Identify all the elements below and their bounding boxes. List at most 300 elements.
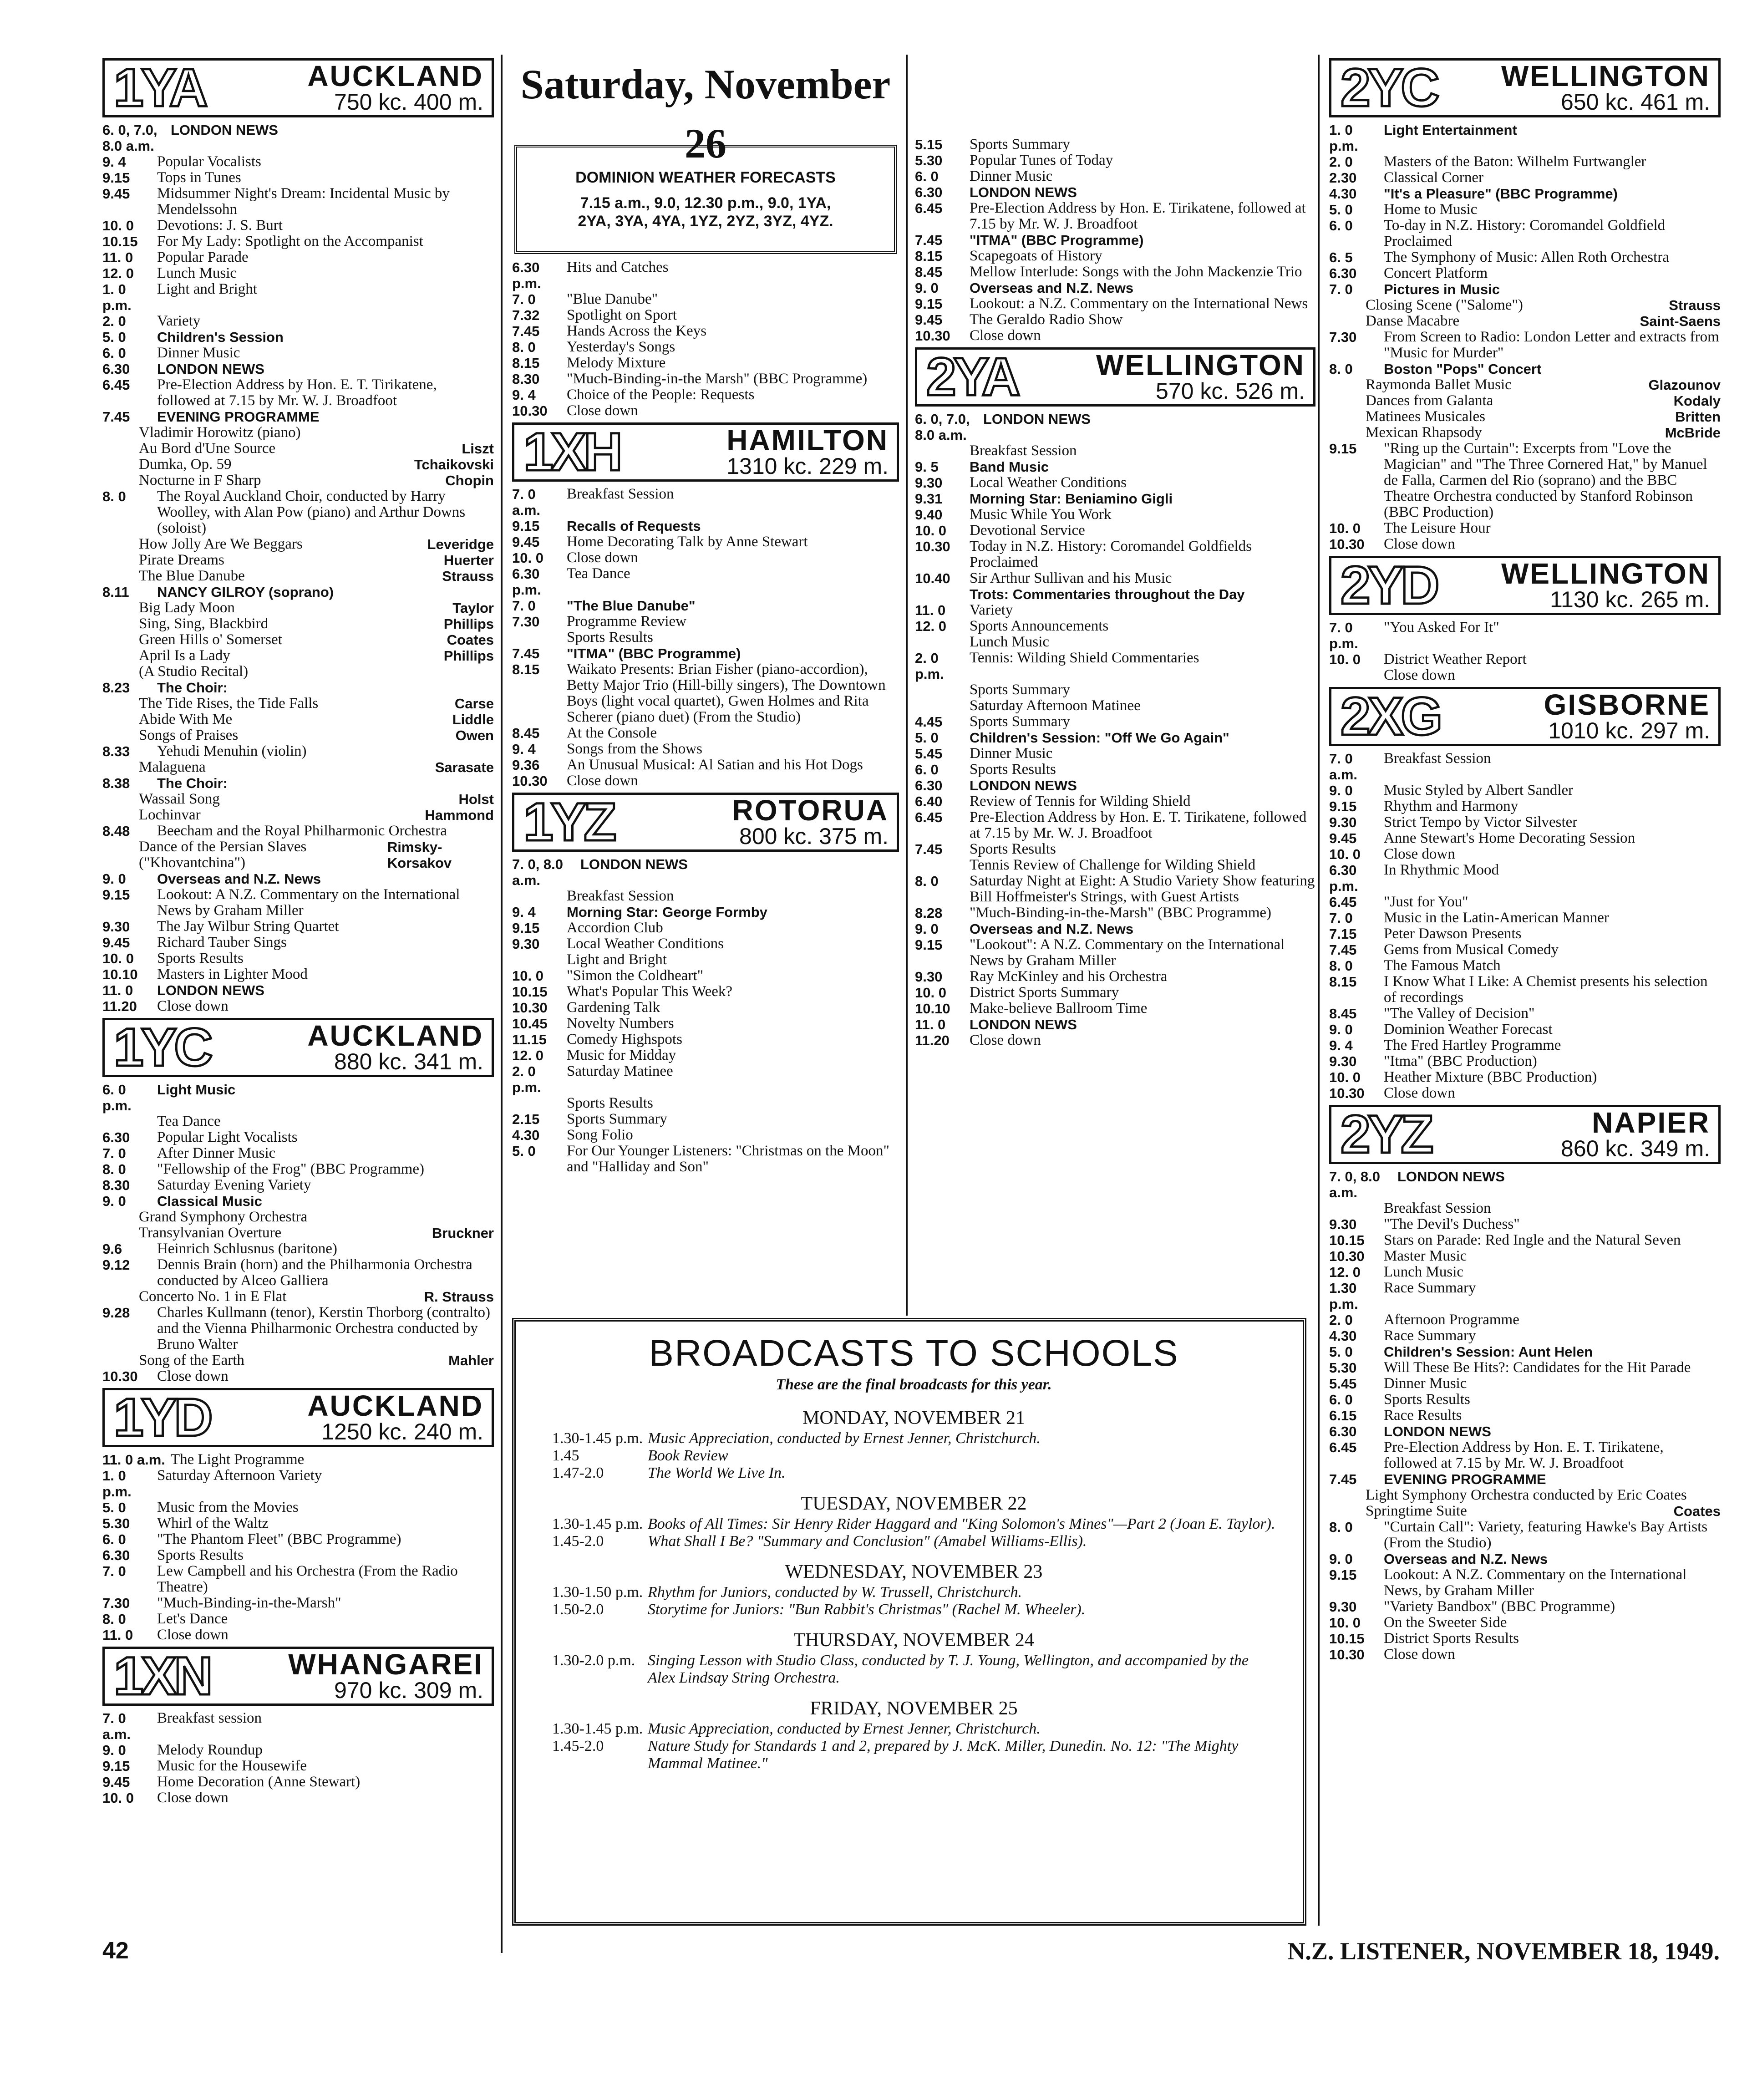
- programme-sub-item: [102, 696, 494, 712]
- programme-time: 12. 0: [1329, 1264, 1361, 1280]
- programme-time: 10.30: [1329, 1647, 1365, 1663]
- programme-title: Midsummer Night's Dream: Incidental Music by Mendelssohn: [157, 185, 450, 218]
- programme-time: 7.30: [512, 614, 540, 630]
- programme-title: Local Weather Conditions: [970, 474, 1127, 491]
- programme-time: [512, 1095, 562, 1111]
- programme-item: [1329, 1232, 1721, 1248]
- programme-title: Trots: Commentaries throughout the Day: [970, 586, 1245, 602]
- programme-time: 8.28: [915, 905, 943, 921]
- programme-item: [512, 518, 899, 534]
- page-number: 42: [102, 1937, 129, 1964]
- programme-item: [1329, 1408, 1721, 1424]
- programme-sub-item: [1329, 425, 1721, 441]
- composer: Phillips: [443, 648, 494, 664]
- broadcasts-to-schools-box: [512, 1318, 1306, 1926]
- programme-item: [512, 291, 899, 307]
- call-sign: 1YC: [114, 1017, 210, 1078]
- programme-item: [915, 168, 1315, 184]
- programme-time: 5.15: [915, 137, 943, 153]
- programme-time: 9. 0: [1329, 1022, 1353, 1037]
- programme-title: Novelty Numbers: [567, 1015, 674, 1032]
- schools-note: These are the final broadcasts for this year.: [776, 1376, 1052, 1393]
- city: WELLINGTON: [1096, 349, 1305, 381]
- programme-title: Music While You Work: [970, 506, 1112, 523]
- programme-time: 6. 0, 7.0, 8.0 a.m.: [915, 411, 970, 443]
- composer: McBride: [1665, 425, 1721, 441]
- piece-title: Sing, Sing, Blackbird: [139, 615, 269, 632]
- programme-item: [102, 1742, 494, 1758]
- programme-1ya-menuhin-items: [102, 759, 494, 775]
- programme-time: 7. 0, 8.0 a.m.: [1329, 1169, 1381, 1200]
- programme-item: [915, 153, 1315, 168]
- programme-title: "Blue Danube": [567, 291, 658, 307]
- programme-time: 5.30: [102, 1515, 130, 1531]
- programme-time: 8.30: [512, 371, 540, 387]
- programme-title: Sports Results: [567, 1095, 653, 1111]
- programme-time: 8. 0: [512, 339, 536, 355]
- programme-title: The Fred Hartley Programme: [1384, 1037, 1561, 1053]
- programme-item: [512, 1095, 899, 1111]
- programme-item: [512, 534, 899, 550]
- programme-time: 6. 5: [1329, 249, 1353, 265]
- programme-title: Overseas and N.Z. News: [970, 280, 1134, 296]
- composer: Mahler: [448, 1353, 494, 1368]
- programme-title: Lookout: A N.Z. Commentary on the International News, by Graham Miller: [1384, 1566, 1687, 1599]
- programme-title: District Sports Summary: [970, 984, 1119, 1001]
- school-day-heading: MONDAY, NOVEMBER 21: [802, 1408, 1025, 1429]
- school-title: Music Appreciation, conducted by Ernest Jenner, Christchurch.: [648, 1430, 1041, 1447]
- programme-time: 2. 0 p.m.: [915, 650, 944, 682]
- programme-title: Race Summary: [1384, 1327, 1476, 1344]
- programme-item: [512, 757, 899, 773]
- programme-title: The Light Programme: [171, 1451, 305, 1468]
- school-title: Music Appreciation, conducted by Ernest Jenner, Christchurch.: [648, 1720, 1041, 1737]
- programme-time: 5. 0: [1329, 1344, 1353, 1360]
- piece-title: Songs of Praises: [139, 727, 239, 743]
- programme-item: [915, 793, 1315, 809]
- programme-title: Music for Midday: [567, 1047, 676, 1063]
- programme-title: Light and Bright: [157, 281, 257, 297]
- programme-title: Close down: [1384, 667, 1455, 683]
- programme-1ya-late: [102, 871, 494, 1014]
- programme-title: Rhythm and Harmony: [1384, 798, 1518, 814]
- programme-sub-item: [1329, 313, 1721, 329]
- frequency: 1130 kc. 265 m.: [1549, 587, 1710, 612]
- frequency: 800 kc. 375 m.: [739, 824, 889, 849]
- programme-title: Masters in Lighter Mood: [157, 966, 308, 982]
- programme-time: [1329, 667, 1379, 683]
- station-header-2ya: [915, 347, 1315, 407]
- call-sign: 1YZ: [523, 792, 614, 852]
- programme-title: Sports Summary: [970, 713, 1070, 730]
- programme-title: Saturday Afternoon Variety: [157, 1467, 322, 1484]
- programme-title: Home to Music: [1384, 201, 1478, 218]
- programme-title: Hits and Catches: [567, 259, 669, 275]
- composer: Rimsky-Korsakov: [387, 839, 452, 871]
- programme-title: Breakfast Session: [567, 888, 674, 904]
- school-time: 1.30-1.45 p.m.: [552, 1720, 643, 1737]
- programme-time: 10. 0: [102, 951, 134, 966]
- programme-time: 8. 0: [1329, 958, 1353, 974]
- programme-time: 6.45: [915, 809, 943, 825]
- programme-title: Lew Campbell and his Orchestra (From the Radio Theatre): [157, 1563, 458, 1595]
- programme-item: [102, 409, 494, 425]
- piece-title: Light Symphony Orchestra conducted by Eric Coates: [1366, 1487, 1687, 1503]
- programme-time: 8.23: [102, 680, 130, 696]
- programme-time: 10. 0: [1329, 1069, 1361, 1085]
- programme-item: [102, 743, 494, 759]
- school-time: 1.30-1.50 p.m.: [552, 1584, 643, 1601]
- school-days: [552, 1406, 1275, 1772]
- programme-time: 9. 0: [102, 1193, 126, 1209]
- programme-item: [1329, 1216, 1721, 1232]
- programme-title: LONDON NEWS: [580, 856, 688, 872]
- programme-sub-item: [102, 568, 494, 584]
- programme-time: 7. 0: [102, 1145, 126, 1161]
- piece-title: Mexican Rhapsody: [1366, 424, 1482, 441]
- programme-item: [915, 778, 1315, 793]
- programme-title: Close down: [970, 1032, 1041, 1048]
- programme-item: [102, 680, 494, 696]
- programme-sub-item: [102, 712, 494, 727]
- programme-item: [1329, 1200, 1721, 1216]
- programme-title: Popular Tunes of Today: [970, 152, 1113, 168]
- programme-time: 10.30: [512, 403, 548, 419]
- programme-time: 6. 0: [1329, 218, 1353, 234]
- programme-item: [915, 586, 1315, 602]
- programme-item: [1329, 1022, 1721, 1037]
- programme-item: [915, 312, 1315, 328]
- programme-time: 2. 0: [102, 313, 126, 329]
- call-sign: 1XN: [114, 1646, 210, 1706]
- programme-time: 9. 0: [102, 1742, 126, 1758]
- programme-title: I Know What I Like: A Chemist presents his selection of recordings: [1384, 973, 1708, 1006]
- programme-sub-item: [1329, 377, 1721, 393]
- programme-title: Light Entertainment: [1384, 122, 1517, 138]
- piece-title: Matinees Musicales: [1366, 408, 1486, 425]
- programme-title: Peter Dawson Presents: [1384, 925, 1522, 942]
- piece-title: Transylvanian Overture: [139, 1225, 282, 1241]
- programme-1xn: [102, 1710, 494, 1806]
- school-time: 1.30-2.0 p.m.: [552, 1652, 635, 1669]
- programme-item: [102, 1547, 494, 1563]
- programme-title: Tea Dance: [567, 565, 630, 582]
- programme-item: [102, 1500, 494, 1515]
- programme-time: 7.45: [915, 232, 943, 248]
- programme-time: 8.33: [102, 743, 130, 759]
- piece-title: Malaguena: [139, 759, 206, 775]
- programme-time: 1.30 p.m.: [1329, 1280, 1358, 1312]
- programme-item: [1329, 958, 1721, 974]
- programme-title: LONDON NEWS: [970, 778, 1077, 793]
- programme-time: 10.30: [512, 773, 548, 789]
- programme-item: [102, 313, 494, 329]
- programme-item: [915, 459, 1315, 475]
- programme-title: Scapegoats of History: [970, 248, 1102, 264]
- school-time: 1.45-2.0: [552, 1533, 604, 1550]
- programme-item: [1329, 520, 1721, 536]
- weather-stations: 2YA, 3YA, 4YA, 1YZ, 2YZ, 3YZ, 4YZ.: [578, 212, 833, 230]
- programme-item: [1329, 1037, 1721, 1053]
- programme-1yd: [102, 1452, 494, 1643]
- programme-time: 10.30: [102, 1368, 138, 1384]
- programme-sub-item: [1329, 1503, 1721, 1519]
- piece-title: Dumka, Op. 59: [139, 456, 232, 473]
- programme-item: [512, 904, 899, 920]
- programme-time: 9.15: [915, 296, 943, 312]
- programme-time: 8. 0: [102, 1611, 126, 1627]
- programme-title: Gardening Talk: [567, 999, 660, 1016]
- column-3: [915, 137, 1315, 1048]
- programme-title: District Sports Results: [1384, 1630, 1519, 1647]
- city: AUCKLAND: [307, 1019, 483, 1052]
- programme-item: [1329, 1344, 1721, 1360]
- programme-title: Sports Announcements: [970, 618, 1109, 634]
- programme-time: 9.15: [915, 937, 943, 953]
- programme-title: Band Music: [970, 459, 1049, 475]
- programme-item: [512, 355, 899, 371]
- programme-title: Devotions: J. S. Burt: [157, 217, 283, 234]
- programme-time: 6.30: [1329, 265, 1357, 281]
- programme-item: [915, 873, 1315, 905]
- programme-time: 9.15: [1329, 441, 1357, 457]
- piece-title: Green Hills o' Somerset: [139, 631, 282, 648]
- programme-item: [102, 919, 494, 935]
- piece-title: Grand Symphony Orchestra: [139, 1209, 308, 1225]
- call-sign: 2XG: [1341, 686, 1440, 747]
- composer: Leveridge: [427, 536, 494, 552]
- magazine-footer: N.Z. LISTENER, NOVEMBER 18, 1949.: [1287, 1937, 1720, 1965]
- programme-item: [512, 403, 899, 419]
- piece-title: Danse Macabre: [1366, 313, 1460, 329]
- programme-time: 9.30: [1329, 814, 1357, 830]
- programme-item: [1329, 1615, 1721, 1631]
- programme-item: [1329, 361, 1721, 377]
- programme-item: [1329, 1567, 1721, 1599]
- programme-time: 10. 0: [102, 218, 134, 234]
- school-time: 1.30-1.45 p.m.: [552, 1430, 643, 1447]
- programme-time: 9.30: [102, 919, 130, 935]
- programme-item: [102, 1758, 494, 1774]
- programme-item: [102, 1305, 494, 1353]
- programme-time: 9.30: [512, 936, 540, 952]
- programme-item: [1329, 1280, 1721, 1312]
- programme-title: Music from the Movies: [157, 1499, 299, 1515]
- programme-title: From Screen to Radio: London Letter and extracts from "Music for Murder": [1384, 329, 1719, 361]
- programme-item: [512, 323, 899, 339]
- programme-item: [915, 730, 1315, 746]
- programme-item: [1329, 1085, 1721, 1101]
- programme-1ya-menuhin: [102, 743, 494, 759]
- programme-sub-item: [102, 600, 494, 616]
- city: AUCKLAND: [307, 1389, 483, 1422]
- programme-title: District Weather Report: [1384, 651, 1527, 667]
- programme-title: Richard Tauber Sings: [157, 934, 287, 951]
- programme-sub-item: [102, 1209, 494, 1225]
- programme-item: [1329, 1424, 1721, 1439]
- programme-item: [915, 682, 1315, 698]
- programme-item: [102, 1193, 494, 1209]
- programme-title: Saturday Night at Eight: A Studio Variety Show featuring Bill Hoffmeister's Strings, with Guest Artists: [970, 873, 1315, 905]
- call-sign: 1YA: [114, 58, 205, 118]
- programme-item: [1329, 1439, 1721, 1471]
- programme-item: [102, 1145, 494, 1161]
- programme-time: 5.45: [1329, 1376, 1357, 1392]
- programme-time: 9.28: [102, 1305, 130, 1321]
- programme-1ya-choir3-items: [102, 791, 494, 823]
- programme-1ya-choir: [102, 488, 494, 536]
- call-sign: 2YZ: [1341, 1104, 1431, 1164]
- programme-2yc-b: [1329, 329, 1721, 377]
- programme-item: [1329, 265, 1721, 281]
- programme-title: "The Devil's Duchess": [1384, 1216, 1520, 1232]
- frequency: 1310 kc. 229 m.: [726, 453, 889, 479]
- programme-item: [102, 1368, 494, 1384]
- programme-item: [1329, 122, 1721, 154]
- programme-title: Yesterday's Songs: [567, 339, 675, 355]
- programme-title: Boston "Pops" Concert: [1384, 361, 1542, 377]
- programme-title: Recalls of Requests: [567, 518, 701, 534]
- programme-time: 9.40: [915, 507, 943, 523]
- programme-time: 7. 0: [1329, 281, 1353, 297]
- programme-time: 10.30: [915, 328, 950, 344]
- programme-title: Close down: [567, 773, 638, 789]
- piece-title: The Tide Rises, the Tide Falls: [139, 695, 319, 712]
- programme-item: [915, 1032, 1315, 1048]
- programme-title: "The Blue Danube": [567, 598, 696, 614]
- programme-title: LONDON NEWS: [157, 982, 264, 998]
- programme-sub-item: [102, 664, 494, 680]
- programme-sub-item: [102, 648, 494, 664]
- programme-title: Programme Review: [567, 613, 687, 630]
- programme-title: Home Decorating Talk by Anne Stewart: [567, 534, 808, 550]
- piece-title: Closing Scene ("Salome"): [1366, 297, 1523, 313]
- programme-title: Let's Dance: [157, 1611, 228, 1627]
- programme-item: [915, 411, 1315, 443]
- programme-title: The Choir:: [157, 775, 228, 791]
- piece-title: Nocturne in F Sharp: [139, 472, 261, 488]
- programme-item: [512, 920, 899, 936]
- programme-item: [1329, 281, 1721, 297]
- programme-2yz-late: [1329, 1519, 1721, 1663]
- programme-time: 6.15: [1329, 1408, 1357, 1424]
- programme-time: 10.45: [512, 1016, 548, 1032]
- programme-item: [102, 982, 494, 998]
- school-broadcast: [552, 1720, 1275, 1738]
- programme-item: [1329, 651, 1721, 667]
- programme-item: [1329, 1006, 1721, 1022]
- programme-title: Tops in Tunes: [157, 169, 241, 186]
- programme-time: 10. 0: [915, 985, 946, 1001]
- city: WHANGAREI: [288, 1648, 483, 1681]
- programme-item: [102, 1129, 494, 1145]
- programme-time: 7.45: [512, 646, 540, 661]
- programme-title: Tea Dance: [157, 1113, 221, 1129]
- school-day-heading: TUESDAY, NOVEMBER 22: [801, 1493, 1027, 1514]
- programme-item: [102, 186, 494, 218]
- programme-item: [915, 698, 1315, 714]
- programme-title: Pre-Election Address by Hon. E. Tirikatene, followed at 7.15 by Mr. W. J. Broadfoot: [970, 200, 1306, 232]
- programme-time: 9.15: [102, 887, 130, 903]
- piece-title: Raymonda Ballet Music: [1366, 376, 1512, 393]
- programme-item: [102, 1515, 494, 1531]
- programme-item: [1329, 620, 1721, 651]
- programme-item: [102, 170, 494, 186]
- programme-item: [512, 1000, 899, 1016]
- programme-title: Saturday Afternoon Matinee: [970, 697, 1141, 714]
- programme-title: Overseas and N.Z. News: [1384, 1551, 1548, 1567]
- composer: Owen: [455, 727, 494, 743]
- programme-time: 9.15: [102, 170, 130, 186]
- programme-item: [512, 339, 899, 355]
- programme-time: [915, 682, 965, 698]
- programme-title: Close down: [567, 402, 638, 419]
- programme-title: Morning Star: Beniamino Gigli: [970, 491, 1173, 507]
- programme-time: 10.15: [1329, 1631, 1365, 1647]
- programme-item: [102, 1082, 494, 1114]
- programme-time: 10. 0: [512, 550, 543, 566]
- programme-time: 9. 0: [102, 871, 126, 887]
- programme-time: 9.45: [512, 534, 540, 550]
- piece-title: April Is a Lady: [139, 647, 230, 664]
- programme-time: 7. 0 p.m.: [1329, 620, 1358, 651]
- programme-sub-item: [102, 839, 494, 871]
- programme-item: [512, 984, 899, 1000]
- programme-title: Close down: [1384, 1085, 1455, 1101]
- programme-title: Breakfast Session: [1384, 750, 1491, 767]
- programme-time: 8. 0: [1329, 1519, 1353, 1535]
- station-header-1xn: [102, 1647, 494, 1706]
- programme-title: Lookout: a N.Z. Commentary on the International News: [970, 295, 1308, 312]
- programme-item: [915, 475, 1315, 491]
- composer: Tchaikovski: [414, 457, 494, 473]
- programme-item: [915, 857, 1315, 873]
- programme-time: 10. 0: [1329, 520, 1361, 536]
- programme-title: Lunch Music: [970, 634, 1050, 650]
- weather-times: 7.15 a.m., 9.0, 12.30 p.m., 9.0, 1YA,: [580, 194, 831, 212]
- programme-title: Choice of the People: Requests: [567, 386, 755, 403]
- programme-item: [512, 888, 899, 904]
- programme-time: 1. 0 p.m.: [1329, 122, 1358, 154]
- programme-time: 7. 0: [512, 598, 536, 614]
- programme-time: 6.30: [915, 778, 943, 793]
- programme-time: 10. 0: [1329, 846, 1361, 862]
- school-time: 1.45-2.0: [552, 1738, 604, 1754]
- programme-item: [915, 296, 1315, 312]
- programme-title: Dominion Weather Forecast: [1384, 1021, 1553, 1037]
- programme-sub-item: [1329, 1487, 1721, 1503]
- programme-title: Overseas and N.Z. News: [157, 871, 321, 887]
- programme-item: [1329, 329, 1721, 361]
- programme-title: Close down: [1384, 846, 1455, 862]
- city: HAMILTON: [726, 424, 889, 457]
- programme-time: 10. 0: [102, 1790, 134, 1806]
- programme-title: Dinner Music: [1384, 1375, 1467, 1392]
- composer: Glazounov: [1648, 377, 1721, 393]
- programme-item: [915, 137, 1315, 153]
- programme-title: "Ring up the Curtain": Excerpts from "Love the Magician" and "The Three Cornered Hat," by Manuel de Falla, Carmen del Rio (soprano) and the BBC Theatre Orchestra conducted by Stanford Robinson (BBC Production): [1384, 440, 1707, 520]
- programme-sub-item: [102, 441, 494, 457]
- school-broadcast: [552, 1584, 1275, 1601]
- composer: Liszt: [462, 441, 494, 457]
- programme-title: At the Console: [567, 725, 657, 741]
- programme-title: Classical Music: [157, 1193, 262, 1209]
- call-sign: 2YD: [1341, 555, 1437, 615]
- programme-time: 6.45: [1329, 894, 1357, 910]
- programme-time: 6.45: [915, 200, 943, 216]
- composer: Bruckner: [432, 1225, 494, 1241]
- programme-item: [915, 618, 1315, 634]
